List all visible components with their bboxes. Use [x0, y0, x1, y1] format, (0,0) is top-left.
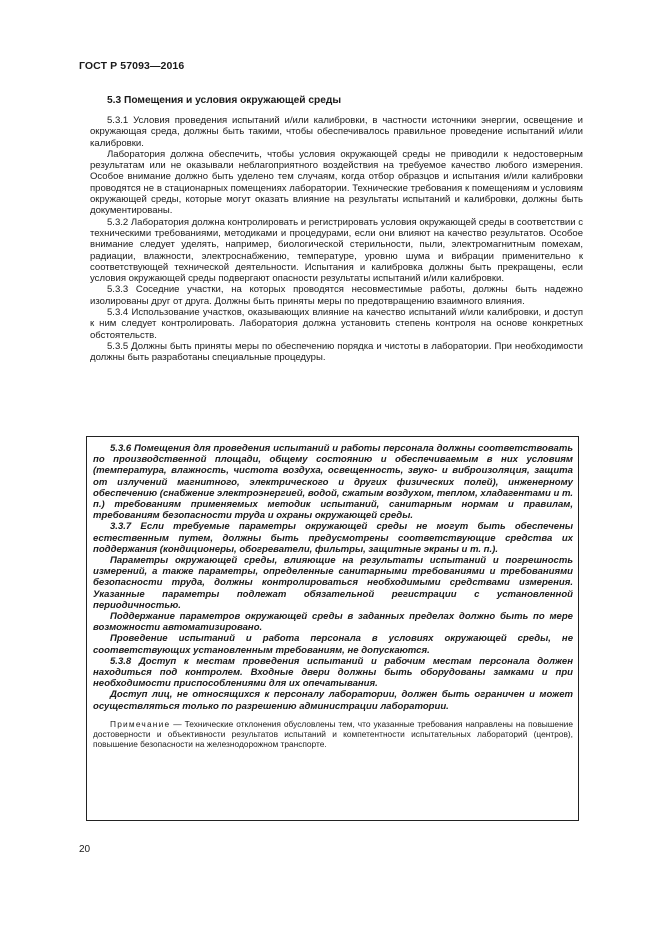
boxed-bold-text [93, 443, 573, 712]
boxed-supplement [86, 436, 579, 821]
paragraph-parameters: Параметры окружающей среды, влияющие на результаты испытаний и погрешность измерений, а также параметры, определенные санитарными требованиями и требованиями безопасности труда, должны контролироваться необходимыми средствами измерения. Указанные параметры подлежат обязательной регистрации с установленной периодичностью. [93, 555, 573, 611]
note [93, 719, 573, 750]
paragraph-not-allowed: Проведение испытаний и работа персонала в условиях окружающей среды, не соответствующих установленным требованиям, не допускаются. [93, 633, 573, 656]
paragraph-5-3-1: 5.3.1 Условия проведения испытаний и/или калибровки, в частности источники энергии, освещение и окружающая среда, должны быть такими, чтобы обеспечивалось правильное проведение испытаний и/или калибровки. [90, 115, 583, 149]
document-standard-code: ГОСТ Р 57093—2016 [79, 60, 185, 72]
paragraph-lab-conditions: Лаборатория должна обеспечить, чтобы условия окружающей среды не приводили к недостоверным результатам или не оказывали неблагоприятного воздействия на требуемое качество любого измерения. Особое внимание должно быть уделено тем случаям, когда отбор образцов и испытания и/или калибровки проводятся не в стационарных помещениях лаборатории. Технические требования к помещениям и условиям окружающей среды, которые могут оказать влияние на результаты испытаний и калибровки, должны быть документированы. [90, 148, 583, 217]
paragraph-5-3-4: 5.3.4 Использование участков, оказывающих влияние на качество испытаний и/или калибровки, и доступ к ним следует контролировать. Лаборатория должна установить степень контроля на основе конкретных обстоятельств. [90, 307, 583, 341]
paragraph-5-3-2: 5.3.2 Лаборатория должна контролировать и регистрировать условия окружающей среды в соответствии с техническими требованиями, методиками и процедурами, если они влияют на качество результатов. Особое внимание следует уделять, например, биологической стерильности, пыли, электромагнитным помехам, радиации, влажности, электроснабжению, температуре, уровню шума и вибрации применительно к соответствующей технической деятельности. Испытания и калибровка должны быть прекращены, если условия окружающей среды подвергают опасности результаты испытаний и/или калибровки. [90, 216, 583, 285]
note-text: — Технические отклонения обусловлены тем, что указанные требования направлены на повышение достоверности и объективности результатов испытаний и компетентности испытательных лабораторий (центров), повышение безопасности на железнодорожном транспорте. [93, 718, 573, 750]
page-number: 20 [79, 844, 91, 855]
paragraph-5-3-8: 5.3.8 Доступ к местам проведения испытаний и рабочим местам персонала должен находиться под контролем. Входные двери должны быть оборудованы замками и при необходимости приспособлениями для их опечатывания. [93, 655, 573, 690]
paragraph-5-3-5: 5.3.5 Должны быть приняты меры по обеспечению порядка и чистоты в лаборатории. При необходимости должны быть разработаны специальные процедуры. [90, 340, 583, 364]
paragraph-5-3-6: 5.3.6 Помещения для проведения испытаний и работы персонала должны соответствовать по производственной площади, общему состоянию и обеспечиваемым в них условиям (температура, влажность, чистота воздуха, освещенность, звуко- и виброизоляция, защита от излучений магнитного, электрического и других физических полей), инженерному обеспечению (снабжение электроэнергией, водой, сжатым воздухом, теплом, хладагентами и т. п.) требованиям применяемых методик испытаний, санитарным нормам и правилам, требованиям безопасности труда и охраны окружающей среды. [93, 443, 573, 522]
section-title: 5.3 Помещения и условия окружающей среды [107, 95, 342, 106]
paragraph-automation: Поддержание параметров окружающей среды в заданных пределах должно быть по мере возможности автоматизировано. [93, 611, 573, 634]
paragraph-3-3-7: 3.3.7 Если требуемые параметры окружающей среды не могут быть обеспечены естественным путем, должны быть предусмотрены соответствующие средства их поддержания (кондиционеры, обогреватели, фильтры, защитные экраны и т. п.). [93, 521, 573, 555]
note-label: Примечание [110, 718, 171, 729]
paragraph-5-3-3: 5.3.3 Соседние участки, на которых проводятся несовместимые работы, должны быть надежно изолированы друг от друга. Должны быть приняты меры по предотвращению взаимного влияния. [90, 284, 583, 307]
paragraph-access: Доступ лиц, не относящихся к персоналу лаборатории, должен быть ограничен и может осуществляться только по разрешению администрации лаборатории. [93, 689, 573, 712]
body-text [90, 115, 583, 364]
